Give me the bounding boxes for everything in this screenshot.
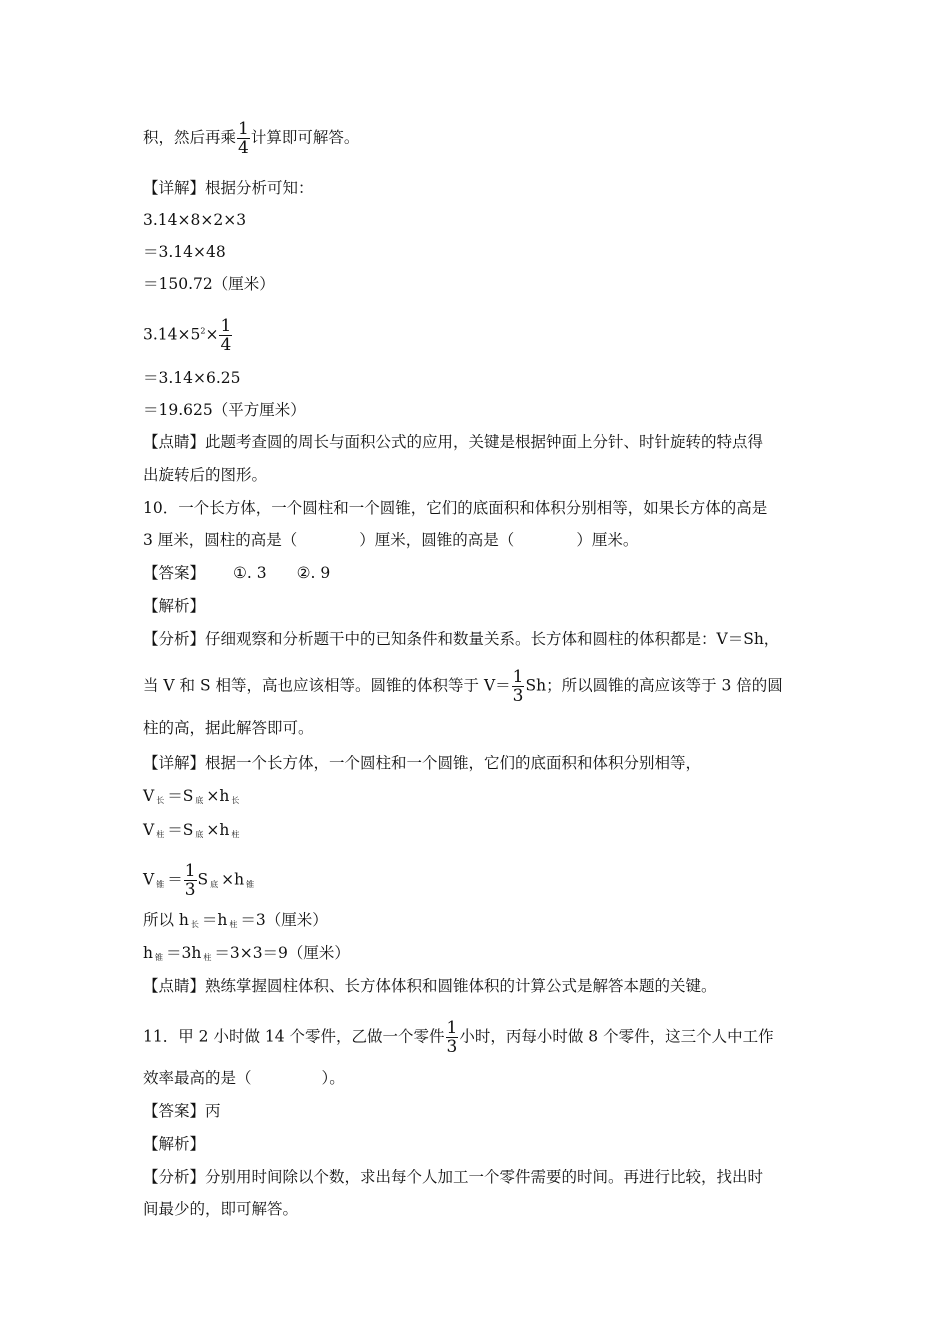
text-line: 【分析】分别用时间除以个数，求出每个人加工一个零件需要的时间。再进行比较，找出时 xyxy=(143,1168,764,1186)
subscript: 柱 xyxy=(231,830,240,839)
answer-value: ①. 3 xyxy=(233,564,267,582)
fraction-denominator: 4 xyxy=(220,335,232,355)
fraction-denominator: 3 xyxy=(184,880,196,900)
text-line: 【分析】仔细观察和分析题干中的已知条件和数量关系。长方体和圆柱的体积都是：V＝Sh， xyxy=(143,630,780,648)
subscript: 锥 xyxy=(154,953,163,962)
text-line: 3.14×8×2×3 xyxy=(143,211,247,229)
text: V xyxy=(143,870,155,889)
subscript: 长 xyxy=(190,920,199,929)
subscript: 底 xyxy=(195,796,204,805)
fraction-numerator: 1 xyxy=(220,316,232,336)
subscript: 长 xyxy=(156,796,165,805)
text: Sh；所以圆锥的高应该等于 3 倍的圆 xyxy=(525,676,783,695)
text: 3 厘米，圆柱的高是（ xyxy=(143,531,298,549)
text: ＝3×3＝9（厘米） xyxy=(214,944,350,962)
fraction-denominator: 3 xyxy=(446,1037,458,1057)
text-line xyxy=(143,1068,345,1088)
subscript: 底 xyxy=(210,879,219,889)
text-line: ＝19.625（平方厘米） xyxy=(143,401,306,419)
text-line: 【详解】根据分析可知： xyxy=(143,179,314,197)
text: ×h xyxy=(206,787,230,805)
fraction xyxy=(446,1019,459,1056)
text-line: 柱的高，据此解答即可。 xyxy=(143,719,314,737)
text-line: 出旋转后的图形。 xyxy=(143,466,268,484)
text-line: 【解析】 xyxy=(143,597,206,615)
text: ＝S xyxy=(167,787,194,805)
text-line xyxy=(143,668,783,705)
text: ＝3（厘米） xyxy=(240,911,328,929)
text-line: 【点睛】此题考查圆的周长与面积公式的应用，关键是根据钟面上分针、时针旋转的特点得 xyxy=(143,433,764,451)
subscript: 长 xyxy=(231,796,240,805)
text: × xyxy=(205,325,219,344)
text-line: ＝150.72（厘米） xyxy=(143,275,275,293)
text-line xyxy=(143,317,233,354)
formula-line xyxy=(143,862,257,899)
fraction-denominator: 4 xyxy=(238,138,249,158)
text: ×h xyxy=(206,821,230,839)
fraction-denominator: 3 xyxy=(512,686,524,706)
fraction xyxy=(237,120,250,157)
formula-line xyxy=(143,786,242,811)
text: 小时，丙每小时做 8 个零件，这三个人中工作 xyxy=(459,1027,774,1046)
text: 积，然后再乘 xyxy=(143,128,237,147)
answer-label: 【答案】 xyxy=(143,564,206,582)
text: 计算即可解答。 xyxy=(250,128,360,147)
text-line: 间最少的，即可解答。 xyxy=(143,1200,299,1218)
text: ）。 xyxy=(321,1069,345,1087)
text: h xyxy=(143,944,153,962)
subscript: 柱 xyxy=(229,920,238,929)
text-line xyxy=(143,120,359,157)
text: ×h xyxy=(221,870,245,889)
answer-line: 【答案】丙 xyxy=(143,1102,221,1120)
fraction-numerator: 1 xyxy=(238,119,249,139)
text-line: ＝3.14×6.25 xyxy=(143,369,241,387)
subscript: 底 xyxy=(195,830,204,839)
text-line: 【解析】 xyxy=(143,1135,206,1153)
text: ）厘米。 xyxy=(576,531,639,549)
subscript: 柱 xyxy=(203,953,212,962)
text: ＝3h xyxy=(165,944,202,962)
text: V xyxy=(143,787,155,805)
fraction-numerator: 1 xyxy=(184,861,196,881)
text: 所以 h xyxy=(143,911,189,929)
fraction-numerator: 1 xyxy=(512,667,524,687)
question-11 xyxy=(143,1019,774,1056)
text-line: 【详解】根据一个长方体，一个圆柱和一个圆锥，它们的底面积和体积分别相等， xyxy=(143,754,702,772)
question-10: 10．一个长方体，一个圆柱和一个圆锥，它们的底面积和体积分别相等，如果长方体的高是 xyxy=(143,499,768,517)
fraction xyxy=(184,862,197,899)
answer-line xyxy=(143,563,330,583)
text: ＝ xyxy=(167,870,183,889)
text-line: ＝3.14×48 xyxy=(143,243,226,261)
superscript: 2 xyxy=(200,326,206,336)
text: 当 V 和 S 相等，高也应该相等。圆锥的体积等于 V＝ xyxy=(143,676,511,695)
subscript: 柱 xyxy=(156,830,165,839)
formula-line xyxy=(143,820,242,845)
text: S xyxy=(197,870,209,889)
fraction xyxy=(512,668,525,705)
formula-line xyxy=(143,910,328,935)
text: ＝S xyxy=(167,821,194,839)
text: ＝h xyxy=(201,911,228,929)
text: V xyxy=(143,821,155,839)
answer-value: ②. 9 xyxy=(296,564,331,582)
fraction-numerator: 1 xyxy=(446,1018,458,1038)
formula-line xyxy=(143,943,350,968)
text-line: 【点睛】熟练掌握圆柱体积、长方体体积和圆锥体积的计算公式是解答本题的关键。 xyxy=(143,977,717,995)
text: 11．甲 2 小时做 14 个零件，乙做一个零件 xyxy=(143,1027,445,1046)
fraction xyxy=(219,317,232,354)
text: ）厘米，圆锥的高是（ xyxy=(359,531,515,549)
text: 效率最高的是（ xyxy=(143,1069,252,1087)
subscript: 锥 xyxy=(246,879,255,889)
text: 3.14×5 xyxy=(143,325,201,344)
text-line xyxy=(143,530,638,550)
subscript: 锥 xyxy=(156,879,165,889)
